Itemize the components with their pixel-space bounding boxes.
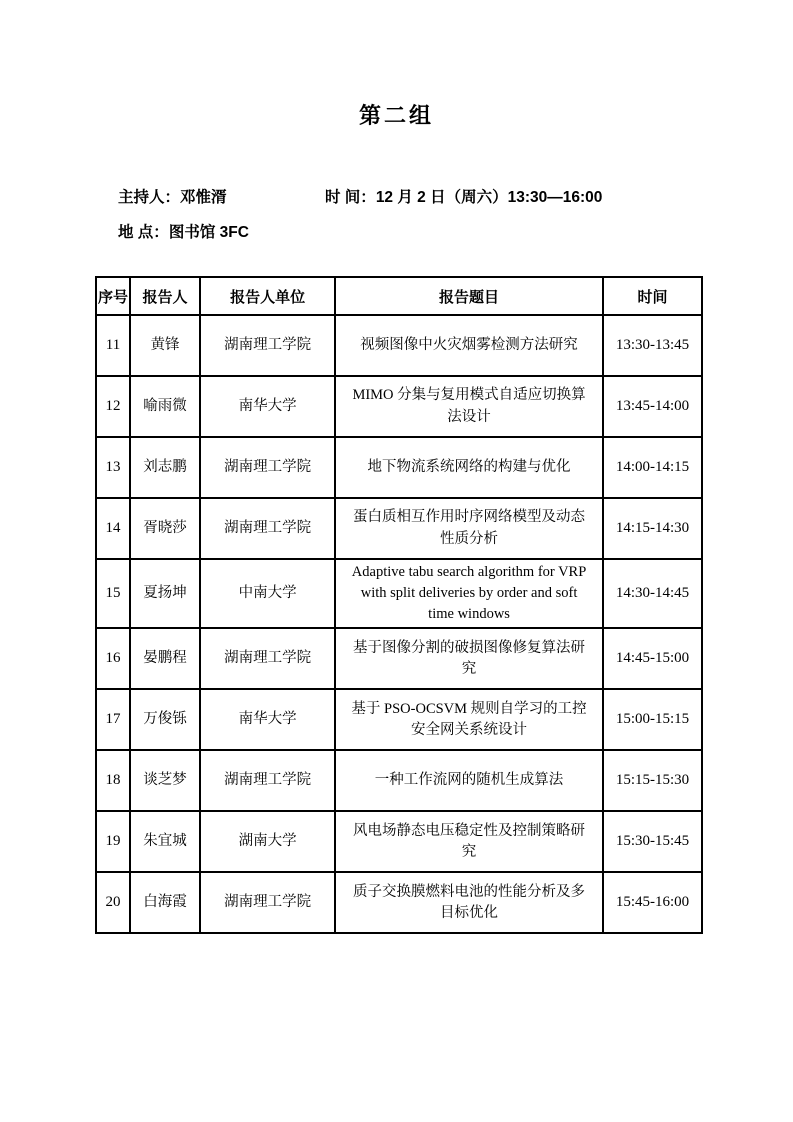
cell-no: 12 bbox=[96, 376, 130, 437]
cell-no: 17 bbox=[96, 689, 130, 750]
table-row bbox=[96, 437, 702, 498]
header-time: 时间 bbox=[603, 277, 702, 315]
table-row bbox=[96, 750, 702, 811]
cell-no: 20 bbox=[96, 872, 130, 933]
cell-affiliation: 湖南理工学院 bbox=[200, 315, 335, 376]
cell-time: 15:45-16:00 bbox=[603, 872, 702, 933]
cell-time: 13:30-13:45 bbox=[603, 315, 702, 376]
header-row bbox=[96, 277, 702, 315]
cell-affiliation: 湖南理工学院 bbox=[200, 750, 335, 811]
info-line-host-time bbox=[118, 186, 733, 210]
time-label: 时 间： bbox=[325, 189, 376, 206]
cell-time: 14:45-15:00 bbox=[603, 628, 702, 689]
cell-affiliation: 南华大学 bbox=[200, 376, 335, 437]
info-line-location bbox=[118, 221, 733, 245]
cell-title: 一种工作流网的随机生成算法 bbox=[335, 750, 603, 811]
cell-presenter: 喻雨微 bbox=[130, 376, 200, 437]
session-time bbox=[325, 186, 602, 210]
header-title: 报告题目 bbox=[335, 277, 603, 315]
cell-title: 质子交换膜燃料电池的性能分析及多目标优化 bbox=[335, 872, 603, 933]
cell-title: 基于图像分割的破损图像修复算法研究 bbox=[335, 628, 603, 689]
session-info bbox=[118, 186, 733, 245]
cell-time: 15:15-15:30 bbox=[603, 750, 702, 811]
cell-affiliation: 湖南理工学院 bbox=[200, 872, 335, 933]
host-name: 邓惟湑 bbox=[180, 189, 227, 206]
cell-time: 14:15-14:30 bbox=[603, 498, 702, 559]
cell-presenter: 万俊铄 bbox=[130, 689, 200, 750]
cell-time: 15:30-15:45 bbox=[603, 811, 702, 872]
table-row bbox=[96, 498, 702, 559]
table-body bbox=[96, 315, 702, 933]
cell-affiliation: 湖南理工学院 bbox=[200, 437, 335, 498]
cell-title: 蛋白质相互作用时序网络模型及动态性质分析 bbox=[335, 498, 603, 559]
cell-title: 基于 PSO-OCSVM 规则自学习的工控安全网关系统设计 bbox=[335, 689, 603, 750]
cell-presenter: 朱宜城 bbox=[130, 811, 200, 872]
table-row bbox=[96, 315, 702, 376]
table-row bbox=[96, 376, 702, 437]
cell-affiliation: 中南大学 bbox=[200, 559, 335, 628]
cell-presenter: 晏鹏程 bbox=[130, 628, 200, 689]
cell-no: 13 bbox=[96, 437, 130, 498]
cell-title: 地下物流系统网络的构建与优化 bbox=[335, 437, 603, 498]
table-row bbox=[96, 872, 702, 933]
cell-time: 13:45-14:00 bbox=[603, 376, 702, 437]
cell-no: 19 bbox=[96, 811, 130, 872]
schedule-table bbox=[95, 276, 703, 934]
table-row bbox=[96, 811, 702, 872]
cell-time: 14:30-14:45 bbox=[603, 559, 702, 628]
time-value: 12 月 2 日（周六）13:30—16:00 bbox=[375, 189, 603, 206]
cell-no: 15 bbox=[96, 559, 130, 628]
cell-affiliation: 湖南大学 bbox=[200, 811, 335, 872]
table-row bbox=[96, 628, 702, 689]
table-row bbox=[96, 559, 702, 628]
cell-presenter: 谈芝梦 bbox=[130, 750, 200, 811]
cell-time: 14:00-14:15 bbox=[603, 437, 702, 498]
cell-presenter: 黄锋 bbox=[130, 315, 200, 376]
header-presenter: 报告人 bbox=[130, 277, 200, 315]
page-title: 第二组 bbox=[358, 103, 434, 128]
header-affiliation: 报告人单位 bbox=[200, 277, 335, 315]
table-header bbox=[96, 277, 702, 315]
cell-title: MIMO 分集与复用模式自适应切换算法设计 bbox=[335, 376, 603, 437]
host-label: 主持人： bbox=[118, 189, 181, 206]
cell-affiliation: 湖南理工学院 bbox=[200, 628, 335, 689]
location-value: 图书馆 3FC bbox=[168, 224, 249, 241]
cell-affiliation: 湖南理工学院 bbox=[200, 498, 335, 559]
location-label: 地 点： bbox=[118, 224, 169, 241]
cell-no: 16 bbox=[96, 628, 130, 689]
cell-time: 15:00-15:15 bbox=[603, 689, 702, 750]
cell-affiliation: 南华大学 bbox=[200, 689, 335, 750]
cell-title: 风电场静态电压稳定性及控制策略研究 bbox=[335, 811, 603, 872]
cell-no: 18 bbox=[96, 750, 130, 811]
table-row bbox=[96, 689, 702, 750]
cell-presenter: 胥晓莎 bbox=[130, 498, 200, 559]
cell-title: 视频图像中火灾烟雾检测方法研究 bbox=[335, 315, 603, 376]
cell-no: 11 bbox=[96, 315, 130, 376]
header-no: 序号 bbox=[96, 277, 130, 315]
cell-presenter: 刘志鹏 bbox=[130, 437, 200, 498]
cell-presenter: 白海霞 bbox=[130, 872, 200, 933]
cell-presenter: 夏扬坤 bbox=[130, 559, 200, 628]
cell-no: 14 bbox=[96, 498, 130, 559]
cell-title: Adaptive tabu search algorithm for VRP with split deliveries by order and soft time windows bbox=[335, 559, 603, 628]
